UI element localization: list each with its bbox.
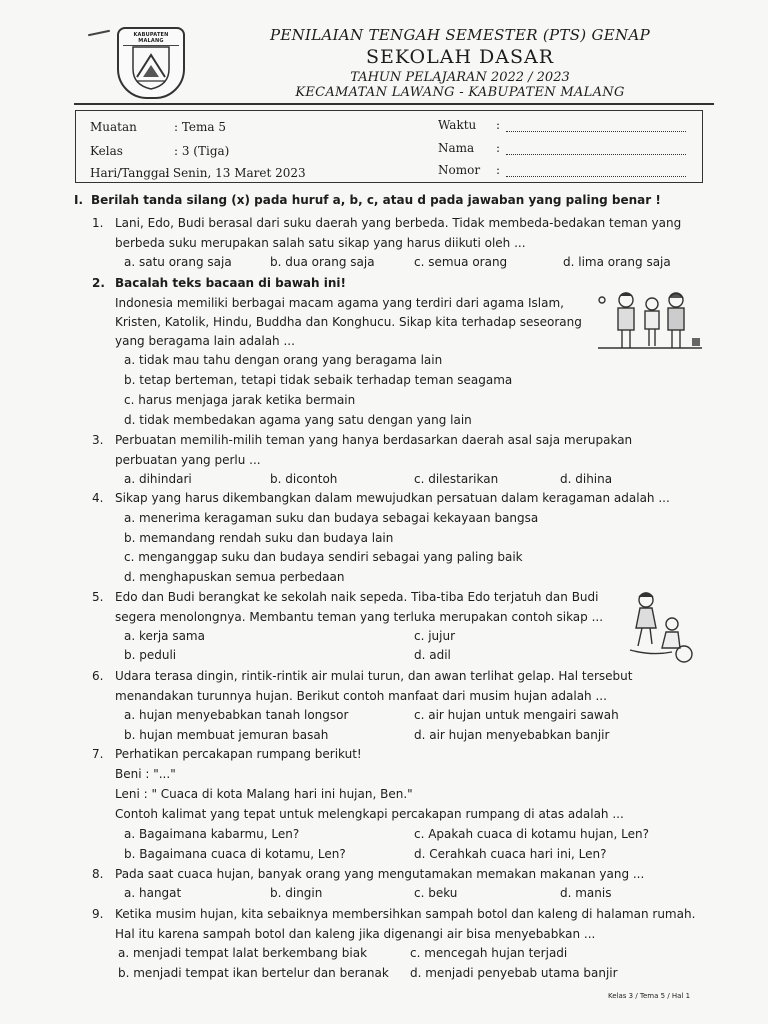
q9-text-1: Ketika musim hujan, kita sebaiknya membersihkan sampah botol dan kaleng di halaman rumah. <box>115 907 696 921</box>
q1-text-2: berbeda suku merupakan salah satu sikap yang harus diikuti oleh ... <box>115 236 526 250</box>
q6-option-b[interactable]: b. hujan membuat jemuran basah <box>124 728 329 742</box>
q2-option-c[interactable]: c. harus menjaga jarak ketika bermain <box>124 393 356 407</box>
q1-text-1: Lani, Edo, Budi berasal dari suku daerah yang berbeda. Tidak membeda-bedakan teman yang <box>115 216 682 230</box>
q8-option-d[interactable]: d. manis <box>560 886 612 900</box>
student-info-box <box>75 110 703 183</box>
q7-text-1: Perhatikan percakapan rumpang berikut! <box>115 747 362 761</box>
q1-option-d[interactable]: d. lima orang saja <box>563 255 671 269</box>
waktu-label: Waktu <box>438 118 477 132</box>
nama-field[interactable] <box>506 154 686 155</box>
q5-text-1: Edo dan Budi berangkat ke sekolah naik sepeda. Tiba-tiba Edo terjatuh dan Budi <box>115 590 599 604</box>
page-footer: Kelas 3 / Tema 5 / Hal 1 <box>608 992 691 1000</box>
q8-number: 8. <box>92 867 104 881</box>
q9-option-c[interactable]: c. mencegah hujan terjadi <box>410 946 568 960</box>
kelas-label: Kelas <box>90 144 123 158</box>
regency-logo <box>117 27 185 99</box>
muatan-label: Muatan <box>90 120 137 134</box>
q2-option-a[interactable]: a. tidak mau tahu dengan orang yang beragama lain <box>124 353 443 367</box>
q3-option-d[interactable]: d. dihina <box>560 472 613 486</box>
q8-option-c[interactable]: c. beku <box>414 886 458 900</box>
q3-option-a[interactable]: a. dihindari <box>124 472 192 486</box>
q9-option-d[interactable]: d. menjadi penyebab utama banjir <box>410 966 618 980</box>
q7-option-d[interactable]: d. Cerahkah cuaca hari ini, Len? <box>414 847 607 861</box>
header-school: SEKOLAH DASAR <box>365 46 555 68</box>
q7-number: 7. <box>92 747 104 761</box>
logo-text: KABUPATEN MALANG <box>123 32 179 46</box>
q5-option-a[interactable]: a. kerja sama <box>124 629 205 643</box>
q4-number: 4. <box>92 491 104 505</box>
q7-option-a[interactable]: a. Bagaimana kabarmu, Len? <box>124 827 300 841</box>
section-number: I. <box>74 193 84 207</box>
q1-option-c[interactable]: c. semua orang <box>414 255 508 269</box>
q6-text-1: Udara terasa dingin, rintik-rintik air mulai turun, dan awan terlihat gelap. Hal tersebut <box>115 669 633 683</box>
q5-option-b[interactable]: b. peduli <box>124 648 177 662</box>
q5-option-c[interactable]: c. jujur <box>414 629 456 643</box>
q3-text-2: perbuatan yang perlu ... <box>115 453 261 467</box>
bicycle-help-illustration <box>622 588 698 664</box>
q1-number: 1. <box>92 216 104 230</box>
header-year: TAHUN PELAJARAN 2022 / 2023 <box>350 70 570 85</box>
q9-text-2: Hal itu karena sampah botol dan kaleng jika digenangi air bisa menyebabkan ... <box>115 927 596 941</box>
pen-mark <box>88 30 110 37</box>
q9-option-a[interactable]: a. menjadi tempat lalat berkembang biak <box>118 946 368 960</box>
q6-option-c[interactable]: c. air hujan untuk mengairi sawah <box>414 708 619 722</box>
q7-text-2: Contoh kalimat yang tepat untuk melengkapi percakapan rumpang di atas adalah ... <box>115 807 624 821</box>
nama-label: Nama <box>438 141 475 155</box>
q7-dialogue-leni: Leni : " Cuaca di kota Malang hari ini hujan, Ben." <box>115 787 413 801</box>
nomor-field[interactable] <box>506 176 686 177</box>
q2-text-3: yang beragama lain adalah ... <box>115 334 295 348</box>
q6-number: 6. <box>92 669 104 683</box>
q6-text-2: menandakan turunnya hujan. Berikut contoh manfaat dari musim hujan adalah ... <box>115 689 607 703</box>
children-illustration <box>596 288 704 354</box>
q2-text-1: Indonesia memiliki berbagai macam agama yang terdiri dari agama Islam, <box>115 296 564 310</box>
q4-option-c[interactable]: c. menganggap suku dan budaya sendiri sebagai yang paling baik <box>124 550 523 564</box>
q8-option-a[interactable]: a. hangat <box>124 886 182 900</box>
q2-number: 2. <box>92 276 105 290</box>
header-district: KECAMATAN LAWANG - KABUPATEN MALANG <box>295 85 625 100</box>
nomor-colon: : <box>496 163 501 177</box>
q5-option-d[interactable]: d. adil <box>414 648 451 662</box>
q7-option-c[interactable]: c. Apakah cuaca di kotamu hujan, Len? <box>414 827 650 841</box>
hari-label: Hari/Tanggal <box>90 166 170 180</box>
q1-option-b[interactable]: b. dua orang saja <box>270 255 375 269</box>
kelas-value: : 3 (Tiga) <box>174 144 230 158</box>
muatan-value: : Tema 5 <box>174 120 227 134</box>
q2-option-b[interactable]: b. tetap berteman, tetapi tidak sebaik terhadap teman seagama <box>124 373 513 387</box>
q2-text-2: Kristen, Katolik, Hindu, Buddha dan Konghucu. Sikap kita terhadap seseorang <box>115 315 582 329</box>
q4-option-d[interactable]: d. menghapuskan semua perbedaan <box>124 570 345 584</box>
waktu-field[interactable] <box>506 131 686 132</box>
q8-option-b[interactable]: b. dingin <box>270 886 323 900</box>
hari-value: : Senin, 13 Maret 2023 <box>165 166 306 180</box>
q7-option-b[interactable]: b. Bagaimana cuaca di kotamu, Len? <box>124 847 346 861</box>
q2-instruction: Bacalah teks bacaan di bawah ini! <box>115 276 346 290</box>
q9-number: 9. <box>92 907 104 921</box>
q7-dialogue-beni: Beni : "..." <box>115 767 176 781</box>
q3-text-1: Perbuatan memilih-milih teman yang hanya berdasarkan daerah asal saja merupakan <box>115 433 633 447</box>
q2-option-d[interactable]: d. tidak membedakan agama yang satu dengan yang lain <box>124 413 472 427</box>
q1-option-a[interactable]: a. satu orang saja <box>124 255 232 269</box>
header-divider <box>74 103 714 105</box>
waktu-colon: : <box>496 118 501 132</box>
q4-option-b[interactable]: b. memandang rendah suku dan budaya lain <box>124 531 394 545</box>
section-instruction: Berilah tanda silang (x) pada huruf a, b, c, atau d pada jawaban yang paling benar ! <box>91 193 661 207</box>
q5-number: 5. <box>92 590 104 604</box>
q9-option-b[interactable]: b. menjadi tempat ikan bertelur dan beranak <box>118 966 389 980</box>
q3-option-c[interactable]: c. dilestarikan <box>414 472 499 486</box>
q3-number: 3. <box>92 433 104 447</box>
q8-text-1: Pada saat cuaca hujan, banyak orang yang mengutamakan memakan makanan yang ... <box>115 867 645 881</box>
nomor-label: Nomor <box>438 163 481 177</box>
header-title: PENILAIAN TENGAH SEMESTER (PTS) GENAP <box>269 26 651 44</box>
q3-option-b[interactable]: b. dicontoh <box>270 472 338 486</box>
logo-emblem-icon <box>129 45 173 91</box>
nama-colon: : <box>496 141 501 155</box>
q4-text-1: Sikap yang harus dikembangkan dalam mewujudkan persatuan dalam keragaman adalah ... <box>115 491 670 505</box>
q6-option-a[interactable]: a. hujan menyebabkan tanah longsor <box>124 708 349 722</box>
q5-text-2: segera menolongnya. Membantu teman yang terluka merupakan contoh sikap ... <box>115 610 604 624</box>
q4-option-a[interactable]: a. menerima keragaman suku dan budaya sebagai kekayaan bangsa <box>124 511 539 525</box>
q6-option-d[interactable]: d. air hujan menyebabkan banjir <box>414 728 610 742</box>
